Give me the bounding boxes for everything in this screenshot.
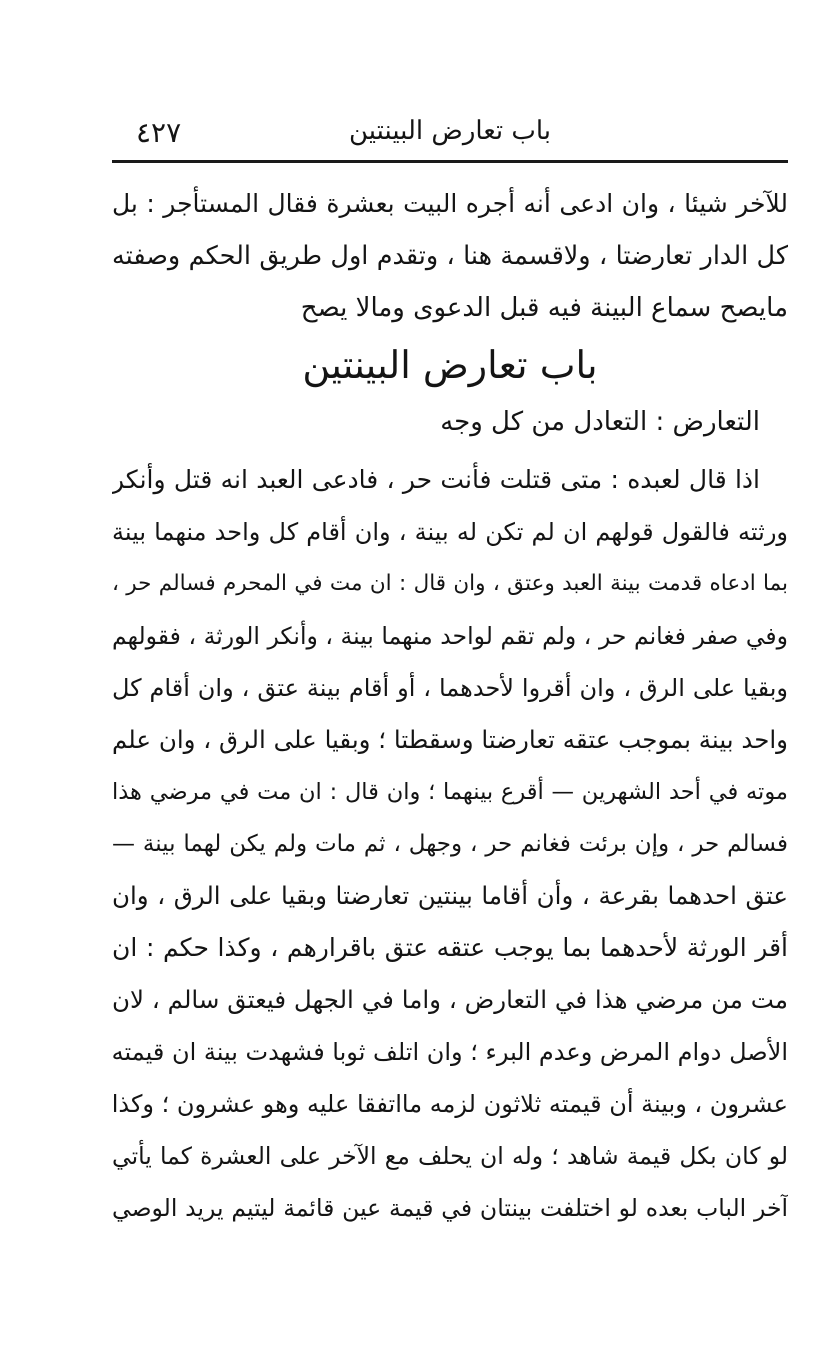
text-line: بما ادعاه قدمت بينة العبد وعتق ، وان قال : ان مت في المحرم فسالم حر ، bbox=[112, 571, 788, 596]
text-line: كل الدار تعارضتا ، ولاقسمة هنا ، وتقدم اول طريق الحكم وصفته bbox=[112, 241, 788, 271]
definition-line: التعارض : التعادل من كل وجه bbox=[440, 407, 760, 437]
text-line: عتق احدهما بقرعة ، وأن أقاما بينتين تعارضتا وبقيا على الرق ، وان bbox=[112, 881, 788, 910]
text-line: وفي صفر فغانم حر ، ولم تقم لواحد منهما بينة ، وأنكر الورثة ، فقولهم bbox=[112, 622, 788, 650]
text-line: وبقيا على الرق ، وان أقروا لأحدهما ، أو أقام بينة عتق ، وان أقام كل bbox=[112, 674, 788, 702]
text-line: آخر الباب بعده لو اختلفت بينتان في قيمة عين قائمة ليتيم يريد الوصي bbox=[112, 1194, 788, 1222]
page-header bbox=[112, 112, 788, 158]
text-line: مايصح سماع البينة فيه قبل الدعوى ومالا يصح bbox=[300, 293, 788, 323]
text-line: الأصل دوام المرض وعدم البرء ؛ وان اتلف ثوبا فشهدت بينة ان قيمته bbox=[112, 1038, 788, 1066]
header-rule bbox=[112, 160, 788, 163]
text-line: ورثته فالقول قولهم ان لم تكن له بينة ، وان أقام كل واحد منهما بينة bbox=[112, 518, 788, 546]
text-line: فسالم حر ، وإن برئت فغانم حر ، وجهل ، ثم مات ولم يكن لهما بينة — bbox=[112, 831, 788, 857]
text-line: أقر الورثة لأحدهما بما يوجب عتقه عتق باقرارهم ، وكذا حكم : ان bbox=[112, 933, 788, 962]
chapter-title: باب تعارض البينتين bbox=[302, 343, 598, 387]
page-number: ٤٢٧ bbox=[136, 116, 182, 149]
text-line: مت من مرضي هذا في التعارض ، واما في الجهل فيعتق سالم ، لان bbox=[112, 985, 788, 1014]
text-line: عشرون ، وبينة أن قيمته ثلاثون لزمه مااتفقا عليه وهو عشرون ؛ وكذا bbox=[112, 1090, 788, 1118]
text-line: للآخر شيئا ، وان ادعى أنه أجره البيت بعشرة فقال المستأجر : بل bbox=[112, 189, 788, 218]
text-line: لو كان بكل قيمة شاهد ؛ وله ان يحلف مع الآخر على العشرة كما يأتي bbox=[112, 1142, 788, 1170]
text-line: اذا قال لعبده : متى قتلت فأنت حر ، فادعى العبد انه قتل وأنكر bbox=[112, 465, 760, 494]
text-line: موته في أحد الشهرين — أقرع بينهما ؛ وان قال : ان مت في مرضي هذا bbox=[112, 779, 788, 805]
text-line: واحد بينة بموجب عتقه تعارضتا وسقطتا ؛ وبقيا على الرق ، وان علم bbox=[112, 725, 788, 754]
running-title: باب تعارض البينتين bbox=[348, 116, 552, 146]
page-body bbox=[112, 178, 788, 1234]
